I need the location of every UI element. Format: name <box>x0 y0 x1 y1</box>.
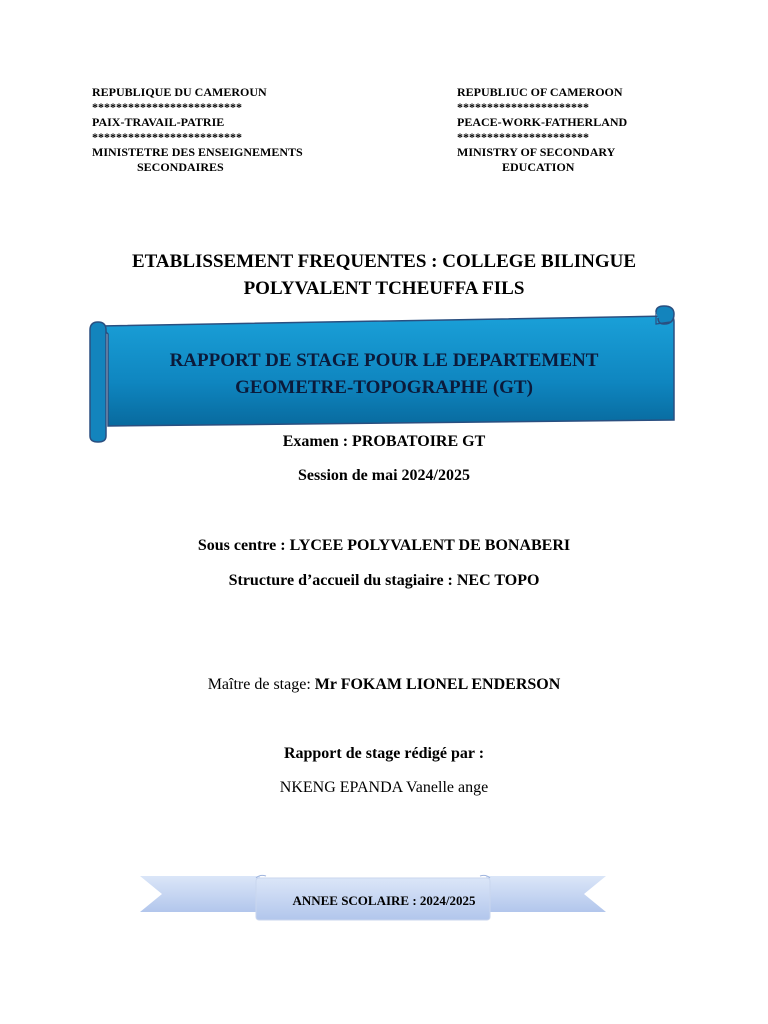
motto-en: PEACE-WORK-FATHERLAND <box>457 115 628 129</box>
sous-centre-label: Sous centre : <box>197 537 290 554</box>
sous-centre-value: LYCEE POLYVALENT DE BONABERI <box>289 537 571 554</box>
school-line-1: ETABLISSEMENT FREQUENTES : COLLEGE BILINGUE <box>132 251 636 272</box>
school-year: ANNEE SCOLAIRE : 2024/2025 <box>292 893 476 908</box>
report-title <box>0 347 768 401</box>
exam-line <box>0 432 768 452</box>
stars-separator: ************************* <box>92 130 242 144</box>
report-title-line-2: GEOMETRE-TOPOGRAPHE (GT) <box>235 377 533 398</box>
stars-separator: ********************** <box>457 100 589 114</box>
school-line-2: POLYVALENT TCHEUFFA FILS <box>243 278 525 299</box>
country-en: REPUBLIUC OF CAMEROON <box>457 85 623 99</box>
exam-label: Examen : <box>282 433 353 450</box>
sous-centre-line <box>0 536 768 556</box>
report-title-line-1: RAPPORT DE STAGE POUR LE DEPARTEMENT <box>169 350 599 371</box>
maitre-line <box>0 675 768 695</box>
structure-line: Structure d’accueil du stagiaire : NEC TOPO <box>228 572 540 589</box>
header-left <box>92 85 303 175</box>
school-title <box>0 248 768 302</box>
ministry-en: MINISTRY OF SECONDARY <box>457 145 616 159</box>
author-name: NKENG EPANDA Vanelle ange <box>279 779 489 796</box>
stars-separator: ********************** <box>457 130 589 144</box>
ministry-en-cont: EDUCATION <box>502 160 575 174</box>
ministry-fr-cont: SECONDAIRES <box>137 160 224 174</box>
ministry-fr: MINISTETRE DES ENSEIGNEMENTS <box>92 145 303 159</box>
motto-fr: PAIX-TRAVAIL-PATRIE <box>92 115 225 129</box>
maitre-label: Maître de stage: <box>207 676 315 693</box>
maitre-value: Mr FOKAM LIONEL ENDERSON <box>314 676 561 693</box>
header-right <box>457 85 627 175</box>
redige-label: Rapport de stage rédigé par : <box>283 745 485 762</box>
exam-value: PROBATOIRE GT <box>352 433 486 450</box>
session-line: Session de mai 2024/2025 <box>297 467 470 484</box>
country-fr: REPUBLIQUE DU CAMEROUN <box>92 85 267 99</box>
stars-separator: ************************* <box>92 100 242 114</box>
